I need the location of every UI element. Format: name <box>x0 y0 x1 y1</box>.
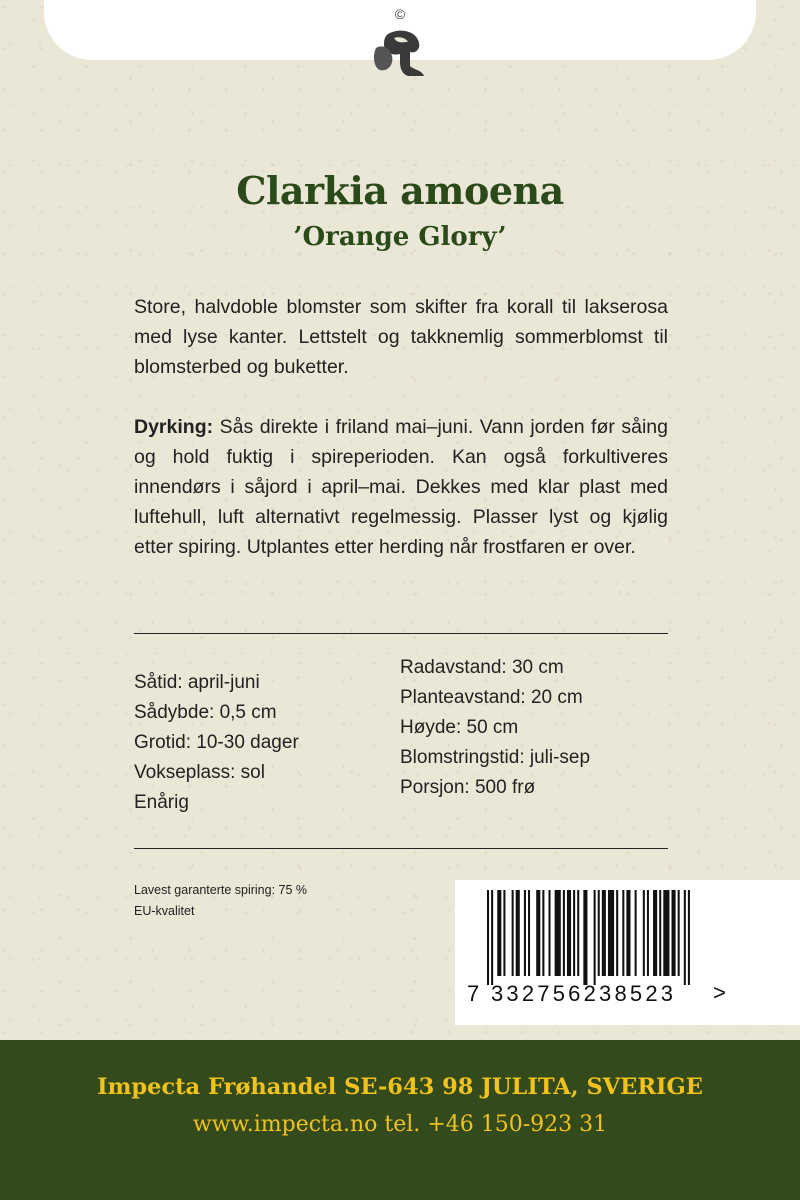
copyright-symbol: © <box>394 6 406 22</box>
eu-quality: EU-kvalitet <box>134 904 195 918</box>
impecta-logo-icon <box>370 26 430 80</box>
barcode-bar <box>643 890 645 976</box>
barcode-bar <box>491 890 493 985</box>
barcode-bar <box>567 890 571 976</box>
divider-top <box>134 633 668 634</box>
barcode-bar <box>594 890 596 985</box>
barcode-bar <box>528 890 530 976</box>
barcode-bar <box>626 890 630 976</box>
spec-lifecycle: Enårig <box>134 792 189 813</box>
divider-bottom <box>134 848 668 849</box>
barcode-bar <box>635 890 637 976</box>
spec-portion: Porsjon: 500 frø <box>400 777 536 798</box>
barcode-bar <box>647 890 649 976</box>
variety-title: ’Orange Glory’ <box>293 222 507 252</box>
barcode-bar <box>608 890 614 976</box>
barcode-bar <box>542 890 544 976</box>
barcode-bar <box>678 890 680 976</box>
spec-row-spacing: Radavstand: 30 cm <box>400 657 564 678</box>
barcode-bar <box>583 890 587 985</box>
barcode-bar <box>563 890 565 976</box>
cultivation-label: Dyrking: <box>134 416 214 438</box>
cultivation-paragraph <box>134 412 668 562</box>
quality-info <box>134 880 307 922</box>
specs-left <box>134 668 299 818</box>
description-paragraph: Store, halvdoble blomster som skifter fra korall til lakserosa med lyse kanter. Lettstelt og takknemlig sommerblomst til blomsterbed og buketter. <box>134 296 668 378</box>
barcode-bar <box>536 890 540 976</box>
cultivation-text: Sås direkte i friland mai–juni. Vann jorden før såing og hold fuktig i spireperioden. Kan også forkultiveres innendørs i såjord i april–mai. Dekkes med klar plast med luftehull, luft alternativt regelmessig. Plasser lyst og kjølig etter spiring. Utplantes etter herding når frostfaren er over. <box>134 416 668 558</box>
barcode-bar <box>503 890 505 976</box>
barcode-bar <box>616 890 618 976</box>
barcode-bar <box>672 890 676 976</box>
barcode-bar <box>659 890 661 976</box>
spec-germination-time: Grotid: 10-30 dager <box>134 732 299 753</box>
barcode-bar <box>684 890 686 985</box>
barcode-bar <box>497 890 501 976</box>
barcode-bar <box>516 890 520 976</box>
barcode-bar <box>549 890 551 976</box>
spec-flowering-time: Blomstringstid: juli-sep <box>400 747 591 768</box>
barcode-bar <box>487 890 489 985</box>
barcode-bar <box>653 890 657 976</box>
barcode-bar <box>512 890 514 976</box>
spec-plant-spacing: Planteavstand: 20 cm <box>400 687 583 708</box>
barcode-bar <box>602 890 606 976</box>
barcode-bars <box>473 890 723 985</box>
barcode-bar <box>663 890 669 976</box>
barcode-arrow: > <box>713 980 726 1005</box>
spec-sowing-depth: Sådybde: 0,5 cm <box>134 702 277 723</box>
barcode-first-digit: 7 <box>467 981 480 1006</box>
spec-height: Høyde: 50 cm <box>400 717 519 738</box>
footer-contact: www.impecta.no tel. +46 150-923 31 <box>192 1112 608 1137</box>
germination-guarantee: Lavest garanterte spiring: 75 % <box>134 883 308 897</box>
specs-right <box>400 653 590 803</box>
spec-location: Vokseplass: sol <box>134 762 265 783</box>
spec-sowing-time: Såtid: april-juni <box>134 672 260 693</box>
barcode-bar <box>555 890 561 976</box>
species-title: Clarkia amoena <box>236 168 564 213</box>
barcode-bar <box>622 890 624 976</box>
footer-address: Impecta Frøhandel SE-643 98 JULITA, SVERIGE <box>97 1074 703 1100</box>
barcode <box>455 880 800 1025</box>
barcode-bar <box>573 890 575 976</box>
barcode-bar <box>598 890 600 976</box>
barcode-bar <box>577 890 579 976</box>
barcode-bar <box>524 890 526 976</box>
barcode-bar <box>688 890 690 985</box>
barcode-digits: 332756238523 <box>491 981 677 1006</box>
